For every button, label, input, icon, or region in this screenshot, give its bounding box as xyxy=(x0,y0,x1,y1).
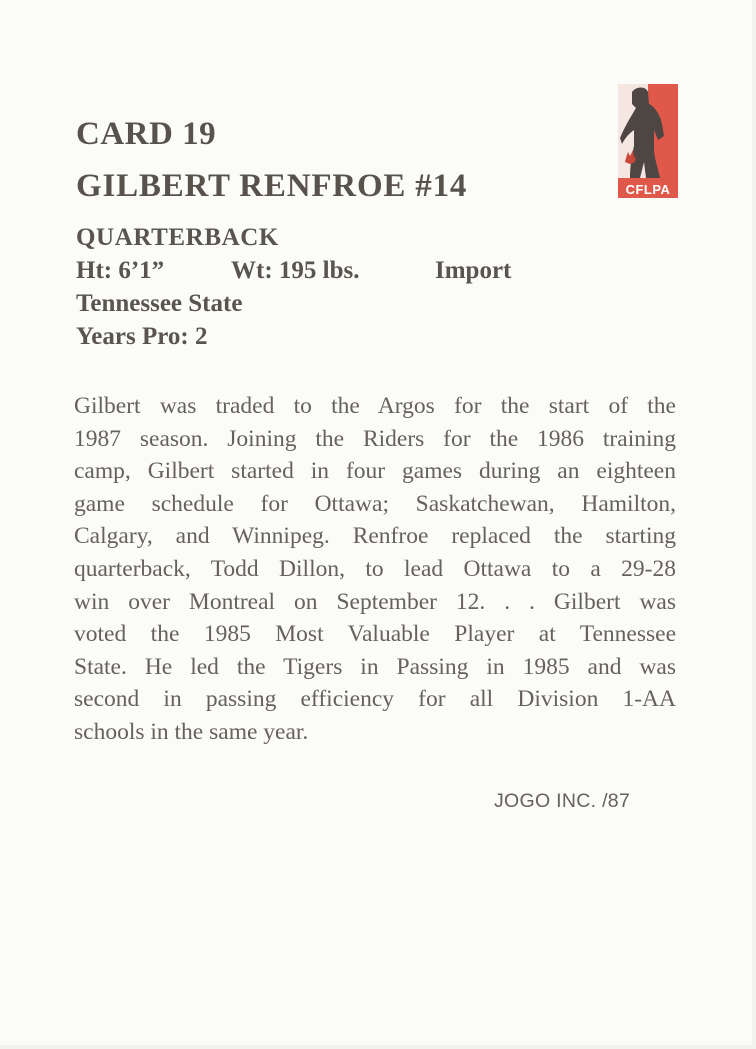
bio-line: Calgary, and Winnipeg. Renfroe replaced the starting xyxy=(74,523,676,550)
bio-line: second in passing efficiency for all Division 1-AA xyxy=(74,686,676,713)
bio-line: game schedule for Ottawa; Saskatchewan, Hamilton, xyxy=(74,490,676,517)
cflpa-logo-icon xyxy=(618,84,678,198)
copyright-notice: JOGO INC. /87 xyxy=(494,790,631,812)
bio-line: camp, Gilbert started in four games during an eighteen xyxy=(74,458,676,485)
bio-line: quarterback, Todd Dillon, to lead Ottawa to a 29-28 xyxy=(74,555,676,582)
player-height: Ht: 6’1” xyxy=(76,257,165,284)
bio-line: win over Montreal on September 12. . . Gilbert was xyxy=(74,588,676,615)
player-school: Tennessee State xyxy=(76,290,243,317)
player-name: GILBERT RENFROE #14 xyxy=(76,168,468,204)
player-weight: Wt: 195 lbs. xyxy=(231,257,360,284)
stats-row xyxy=(76,257,596,289)
bio-line: State. He led the Tigers in Passing in 1985 and was xyxy=(74,653,676,680)
bio-line: Gilbert was traded to the Argos for the start of the xyxy=(74,393,676,419)
player-bio xyxy=(74,390,676,749)
player-position: QUARTERBACK xyxy=(76,224,279,251)
bio-line: voted the 1985 Most Valuable Player at Tennessee xyxy=(74,621,676,648)
card-number: CARD 19 xyxy=(76,116,217,152)
bio-line: schools in the same year. xyxy=(74,718,309,745)
years-pro: Years Pro: 2 xyxy=(76,323,208,350)
bio-line: 1987 season. Joining the Riders for the 1986 training xyxy=(74,425,676,452)
player-status: Import xyxy=(435,257,512,284)
logo-text: CFLPA xyxy=(625,182,671,197)
